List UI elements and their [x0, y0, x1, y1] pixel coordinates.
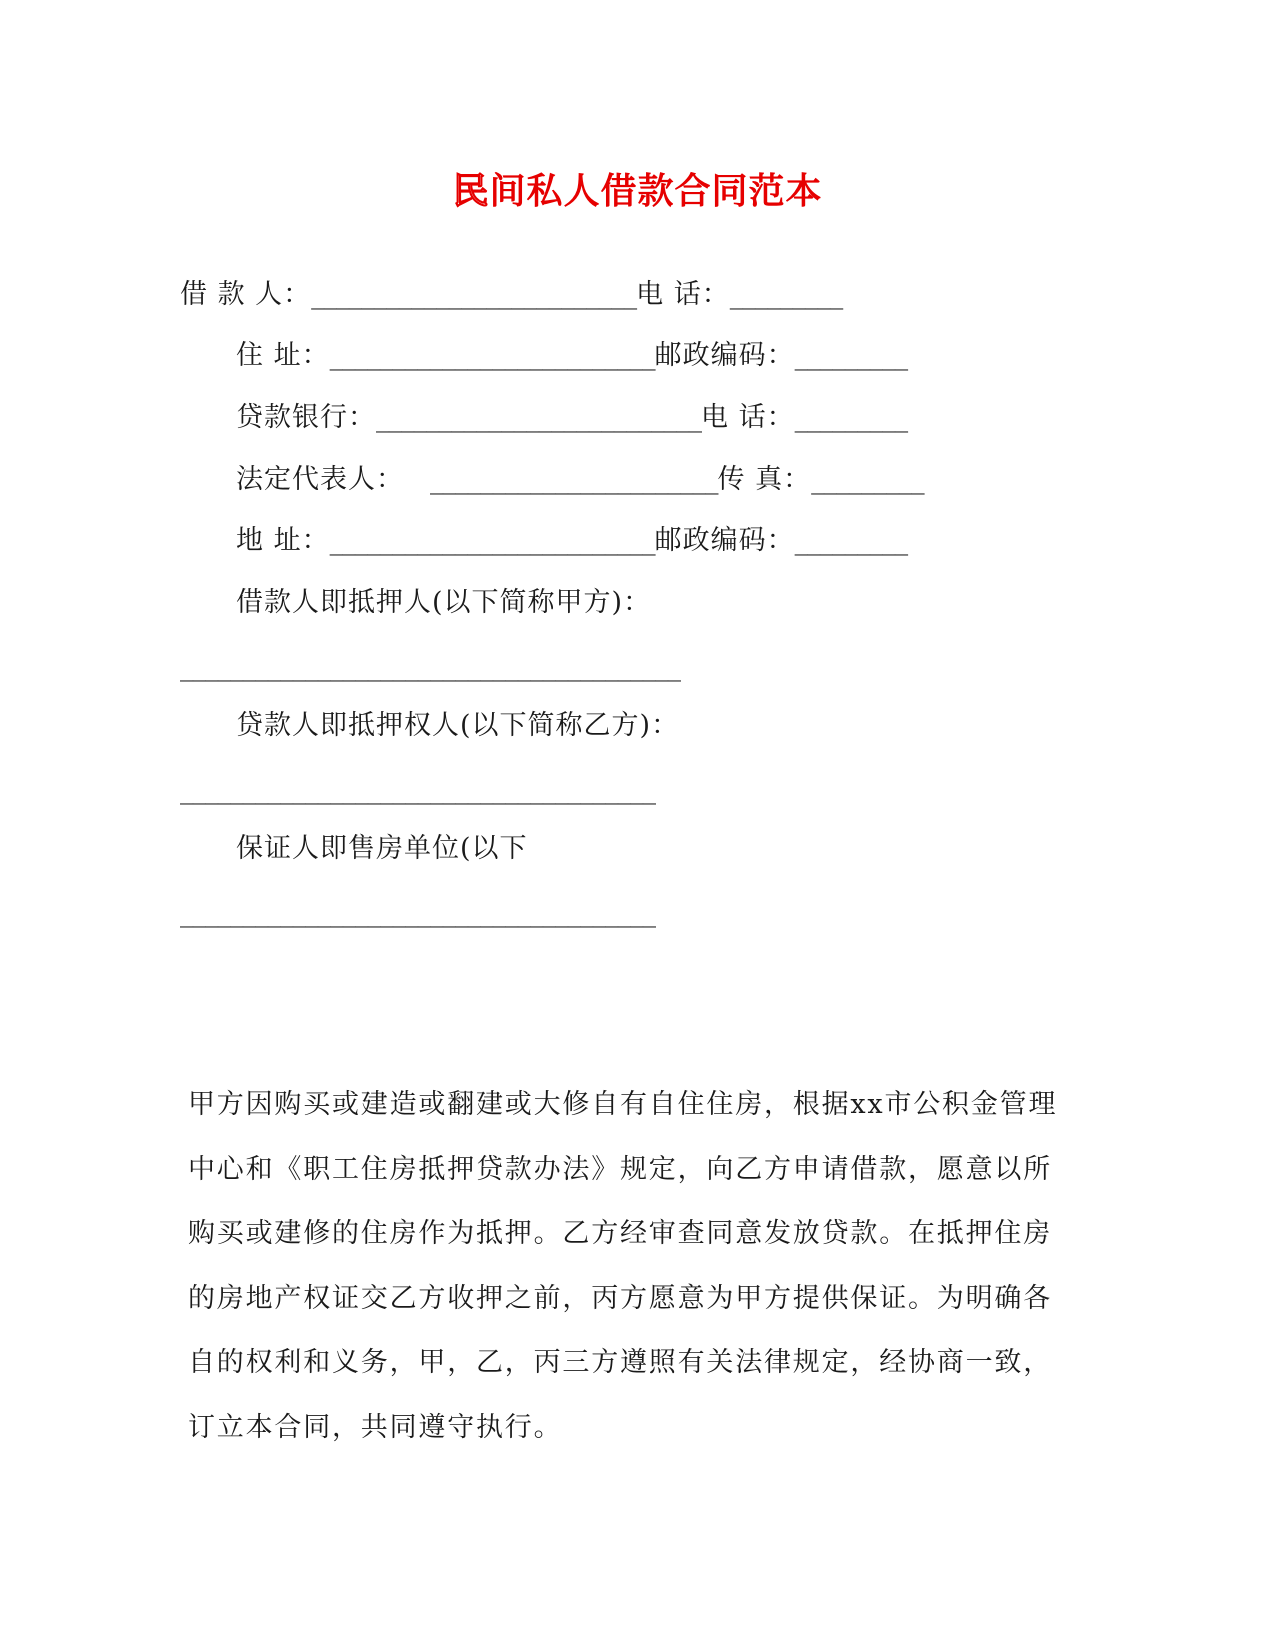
party-a-label: 借款人即抵押人(以下简称甲方)：: [236, 587, 652, 618]
bank-phone-blank: _________: [794, 402, 908, 433]
borrower-row: [180, 278, 842, 312]
party-b-blank: ______________________________________: [180, 774, 655, 805]
guarantor-blank: ______________________________________: [180, 897, 655, 928]
guarantor-label: 保证人即售房单位(以下: [236, 833, 528, 864]
fax-blank: _________: [811, 464, 924, 495]
lending-bank-label: 贷款银行：: [236, 402, 376, 433]
legal-rep-row: [236, 463, 924, 497]
borrower-blank: __________________________: [311, 279, 637, 310]
legal-rep-blank: _______________________: [430, 464, 718, 495]
postcode-blank: _________: [794, 340, 908, 371]
paragraph-line: 订立本合同，共同遵守执行。: [188, 1411, 563, 1443]
bank-phone-label: 电 话：: [701, 402, 795, 433]
paragraph-line: 的房地产权证交乙方收押之前，丙方愿意为甲方提供保证。为明确各: [188, 1282, 1052, 1314]
paragraph-line: 购买或建修的住房作为抵押。乙方经审查同意发放贷款。在抵押住房: [188, 1218, 1052, 1250]
address-row-1: [236, 339, 907, 373]
paragraph-line: 中心和《职工住房抵押贷款办法》规定，向乙方申请借款，愿意以所: [188, 1153, 1052, 1185]
title-rest: 间私人借款合同范本: [489, 170, 823, 212]
borrower-label: 借 款 人：: [180, 279, 312, 310]
lending-bank-blank: __________________________: [376, 402, 701, 433]
address2-label: 地 址：: [236, 525, 330, 556]
postcode-label: 邮政编码：: [654, 340, 795, 371]
borrower-phone-label: 电 话：: [636, 279, 730, 310]
address-blank: __________________________: [329, 340, 655, 371]
preamble-paragraph: [188, 1073, 1068, 1461]
lending-bank-row: [236, 401, 907, 435]
fax-label: 传 真：: [717, 464, 812, 495]
postcode2-label: 邮政编码：: [654, 525, 795, 556]
address-label: 住 址：: [236, 340, 330, 371]
document-title: [0, 163, 1275, 214]
title-first-char: 民: [452, 170, 490, 212]
legal-rep-label: 法定代表人：: [236, 464, 404, 495]
borrower-phone-blank: _________: [729, 279, 843, 310]
address-row-2: [236, 524, 907, 558]
party-a-blank: ________________________________________: [180, 651, 680, 682]
address2-blank: __________________________: [329, 525, 655, 556]
party-b-label: 贷款人即抵押权人(以下简称乙方)：: [236, 710, 680, 741]
paragraph-line: 自的权利和义务，甲，乙，丙三方遵照有关法律规定，经协商一致，: [188, 1347, 1052, 1379]
postcode2-blank: _________: [794, 525, 908, 556]
paragraph-line: 甲方因购买或建造或翻建或大修自有自住住房，根据xx市公积金管理: [188, 1089, 1058, 1120]
